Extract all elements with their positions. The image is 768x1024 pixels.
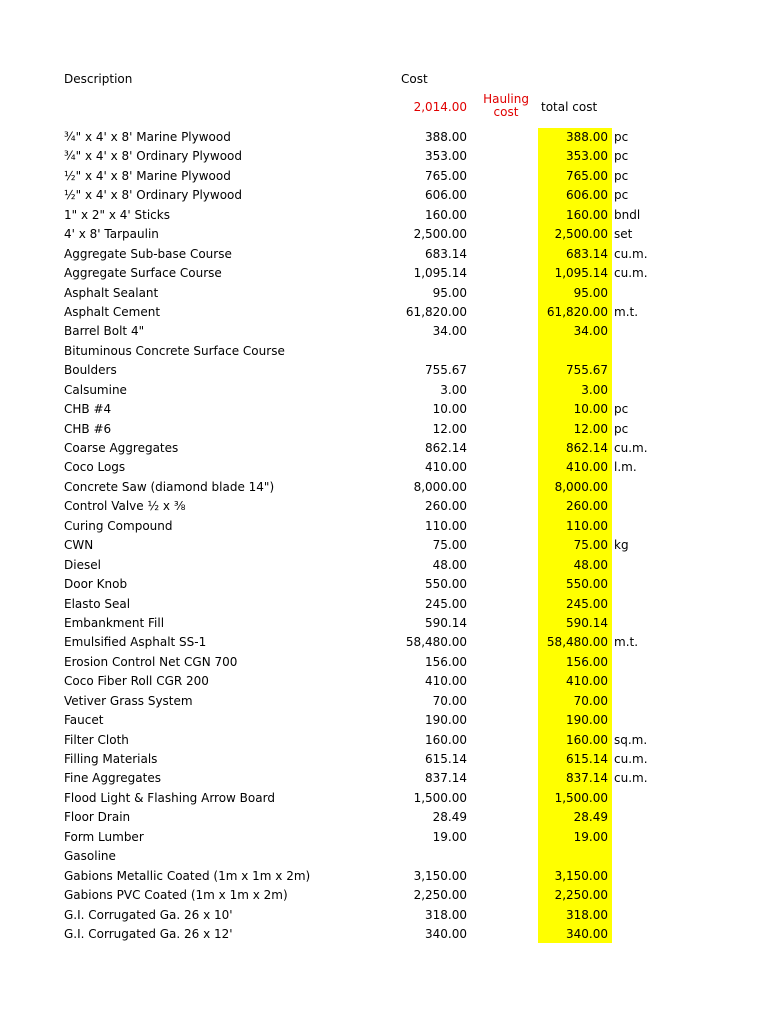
- table-row: [0, 711, 768, 730]
- row-total-cost: 765.00: [566, 168, 608, 183]
- row-total-cost: 10.00: [573, 402, 608, 417]
- row-description: Calsumine: [64, 382, 127, 397]
- table-row: [0, 536, 768, 555]
- row-description: Asphalt Cement: [64, 304, 161, 319]
- row-description: Coarse Aggregates: [64, 441, 179, 455]
- table-row: [0, 847, 768, 866]
- table-row: [0, 381, 768, 400]
- row-description: Aggregate Surface Course: [64, 266, 222, 281]
- row-unit: cu.m.: [614, 752, 648, 766]
- table-row: [0, 128, 768, 147]
- row-cost: 2,250.00: [413, 888, 467, 903]
- row-unit: pc: [614, 149, 629, 164]
- row-cost: 10.00: [432, 402, 467, 417]
- row-cost: 862.14: [425, 441, 467, 455]
- row-cost: 110.00: [425, 518, 467, 533]
- row-description: Concrete Saw (diamond blade 14"): [64, 479, 275, 494]
- table-row: [0, 439, 768, 458]
- row-description: Barrel Bolt 4": [64, 324, 145, 339]
- row-total-cost: 61,820.00: [546, 304, 608, 319]
- row-cost: 12.00: [432, 421, 467, 436]
- row-total-cost: 862.14: [566, 441, 608, 455]
- row-description: ½" x 4' x 8' Marine Plywood: [64, 168, 231, 183]
- row-total-cost: 3,150.00: [554, 868, 608, 883]
- row-unit: pc: [614, 402, 629, 417]
- hauling-cost-header: [478, 93, 534, 119]
- row-total-cost: 2,500.00: [554, 227, 608, 242]
- row-description: Gabions PVC Coated (1m x 1m x 2m): [64, 888, 288, 903]
- row-description: Embankment Fill: [64, 615, 165, 630]
- row-description: CWN: [64, 538, 94, 553]
- row-total-cost: 410.00: [566, 674, 608, 689]
- row-description: Form Lumber: [64, 829, 144, 844]
- row-description: Faucet: [64, 713, 104, 728]
- row-description: 1" x 2" x 4' Sticks: [64, 207, 170, 222]
- table-row: [0, 575, 768, 594]
- table-row: [0, 556, 768, 575]
- table-row: [0, 828, 768, 847]
- row-total-cost: 95.00: [573, 285, 608, 300]
- row-total-cost: 8,000.00: [554, 479, 608, 494]
- row-total-cost: 190.00: [566, 713, 608, 728]
- row-cost: 683.14: [425, 246, 467, 261]
- row-unit: cu.m.: [614, 266, 648, 281]
- row-total-cost: 410.00: [566, 460, 608, 475]
- table-row: [0, 478, 768, 497]
- row-description: Flood Light & Flashing Arrow Board: [64, 790, 275, 805]
- row-unit: pc: [614, 188, 629, 203]
- table-row: [0, 284, 768, 303]
- row-description: Vetiver Grass System: [64, 693, 193, 708]
- row-description: Control Valve ½ x ⅜: [64, 499, 186, 514]
- table-row: [0, 653, 768, 672]
- table-row: [0, 672, 768, 691]
- description-header: Description: [64, 72, 133, 86]
- row-cost: 353.00: [425, 149, 467, 164]
- row-description: Door Knob: [64, 577, 128, 592]
- row-cost: 318.00: [425, 907, 467, 922]
- row-description: 4' x 8' Tarpaulin: [64, 227, 159, 242]
- row-cost: 606.00: [425, 188, 467, 203]
- table-row: [0, 614, 768, 633]
- row-description: ¾" x 4' x 8' Ordinary Plywood: [64, 149, 243, 164]
- row-total-cost: 160.00: [566, 207, 608, 222]
- row-cost: 70.00: [432, 693, 467, 708]
- row-cost: 58,480.00: [405, 635, 467, 650]
- row-cost: 160.00: [425, 732, 467, 747]
- row-unit: set: [614, 227, 633, 242]
- table-row: [0, 595, 768, 614]
- table-row: [0, 147, 768, 166]
- row-description: CHB #6: [64, 421, 112, 436]
- table-row: [0, 303, 768, 322]
- table-row: [0, 886, 768, 905]
- row-total-cost: 615.14: [566, 752, 608, 766]
- row-description: CHB #4: [64, 402, 112, 417]
- row-cost: 190.00: [425, 713, 467, 728]
- row-total-cost: 58,480.00: [546, 635, 608, 650]
- row-total-cost: 260.00: [566, 499, 608, 514]
- row-total-cost: 590.14: [566, 615, 608, 630]
- row-description: Filter Cloth: [64, 732, 129, 747]
- row-unit: cu.m.: [614, 246, 648, 261]
- row-total-cost: 19.00: [573, 829, 608, 844]
- row-unit: pc: [614, 168, 629, 183]
- row-total-cost: 1,500.00: [554, 790, 608, 805]
- row-total-cost: 606.00: [566, 188, 608, 203]
- row-cost: 3,150.00: [413, 868, 467, 883]
- row-cost: 8,000.00: [413, 479, 467, 494]
- row-cost: 410.00: [425, 460, 467, 475]
- table-row: [0, 361, 768, 380]
- row-description: Coco Fiber Roll CGR 200: [64, 674, 209, 689]
- row-description: Floor Drain: [64, 810, 131, 825]
- row-cost: 615.14: [425, 752, 467, 766]
- table-row: [0, 731, 768, 750]
- row-cost: 410.00: [425, 674, 467, 689]
- table-row: [0, 322, 768, 341]
- table-row: [0, 420, 768, 439]
- row-total-cost: 34.00: [573, 324, 608, 339]
- table-row: [0, 867, 768, 886]
- row-description: G.I. Corrugated Ga. 26 x 12': [64, 926, 233, 941]
- row-total-cost: 388.00: [566, 130, 608, 144]
- table-row: [0, 497, 768, 516]
- row-cost: 260.00: [425, 499, 467, 514]
- row-description: Boulders: [64, 363, 117, 378]
- row-description: Bituminous Concrete Surface Course: [64, 343, 285, 358]
- row-total-cost: 683.14: [566, 246, 608, 261]
- row-total-cost: 755.67: [566, 363, 608, 378]
- row-total-cost: 160.00: [566, 732, 608, 747]
- row-unit: m.t.: [614, 304, 639, 319]
- table-row: [0, 925, 768, 944]
- table-row: [0, 245, 768, 264]
- row-cost: 48.00: [432, 557, 467, 572]
- row-unit: sq.m.: [614, 732, 648, 747]
- row-unit: cu.m.: [614, 441, 648, 455]
- row-total-cost: 340.00: [566, 926, 608, 941]
- material-rows: [0, 128, 768, 944]
- row-total-cost: 3.00: [581, 382, 608, 397]
- row-unit: bndl: [614, 207, 641, 222]
- row-description: Elasto Seal: [64, 596, 131, 611]
- hauling-header-line1: Hauling: [483, 92, 529, 106]
- row-description: ½" x 4' x 8' Ordinary Plywood: [64, 188, 243, 203]
- table-row: [0, 167, 768, 186]
- row-cost: 2,500.00: [413, 227, 467, 242]
- row-description: Emulsified Asphalt SS-1: [64, 635, 207, 650]
- row-description: Aggregate Sub-base Course: [64, 246, 232, 261]
- table-row: [0, 186, 768, 205]
- row-cost: 34.00: [432, 324, 467, 339]
- row-description: ¾" x 4' x 8' Marine Plywood: [64, 130, 231, 144]
- hauling-value: 2,014.00: [413, 100, 467, 114]
- table-row: [0, 750, 768, 769]
- table-row: [0, 342, 768, 361]
- row-total-cost: 48.00: [573, 557, 608, 572]
- row-total-cost: 1,095.14: [554, 266, 608, 281]
- row-cost: 1,095.14: [413, 266, 467, 281]
- table-row: [0, 906, 768, 925]
- hauling-header-line2: cost: [493, 105, 519, 119]
- table-row: [0, 206, 768, 225]
- row-cost: 19.00: [432, 829, 467, 844]
- row-description: Fine Aggregates: [64, 771, 161, 786]
- row-total-cost: 353.00: [566, 149, 608, 164]
- row-cost: 837.14: [425, 771, 467, 786]
- row-total-cost: 110.00: [566, 518, 608, 533]
- row-description: G.I. Corrugated Ga. 26 x 10': [64, 907, 233, 922]
- row-cost: 388.00: [425, 130, 467, 144]
- row-cost: 3.00: [440, 382, 467, 397]
- table-row: [0, 633, 768, 652]
- row-cost: 755.67: [425, 363, 467, 378]
- table-row: [0, 264, 768, 283]
- row-cost: 1,500.00: [413, 790, 467, 805]
- table-row: [0, 400, 768, 419]
- row-cost: 765.00: [425, 168, 467, 183]
- table-row: [0, 789, 768, 808]
- row-unit: pc: [614, 130, 629, 144]
- row-total-cost: 75.00: [573, 538, 608, 553]
- row-total-cost: 28.49: [573, 810, 608, 825]
- row-total-cost: 12.00: [573, 421, 608, 436]
- row-total-cost: 70.00: [573, 693, 608, 708]
- row-total-cost: 318.00: [566, 907, 608, 922]
- row-total-cost: 245.00: [566, 596, 608, 611]
- row-cost: 160.00: [425, 207, 467, 222]
- table-row: [0, 692, 768, 711]
- row-total-cost: 156.00: [566, 654, 608, 669]
- row-unit: l.m.: [614, 460, 637, 475]
- table-row: [0, 458, 768, 477]
- row-cost: 156.00: [425, 654, 467, 669]
- row-cost: 95.00: [432, 285, 467, 300]
- row-cost: 245.00: [425, 596, 467, 611]
- row-description: Curing Compound: [64, 518, 173, 533]
- row-unit: m.t.: [614, 635, 639, 650]
- table-row: [0, 808, 768, 827]
- cost-header: Cost: [401, 72, 428, 86]
- row-total-cost: 550.00: [566, 577, 608, 592]
- table-row: [0, 225, 768, 244]
- row-description: Gasoline: [64, 849, 116, 864]
- table-row: [0, 769, 768, 788]
- row-description: Asphalt Sealant: [64, 285, 159, 300]
- row-description: Filling Materials: [64, 752, 158, 766]
- row-cost: 550.00: [425, 577, 467, 592]
- row-description: Coco Logs: [64, 460, 126, 475]
- row-unit: cu.m.: [614, 771, 648, 786]
- row-cost: 28.49: [432, 810, 467, 825]
- total-cost-header: total cost: [541, 100, 598, 114]
- row-description: Diesel: [64, 557, 101, 572]
- row-cost: 75.00: [432, 538, 467, 553]
- row-description: Erosion Control Net CGN 700: [64, 654, 238, 669]
- table-row: [0, 517, 768, 536]
- row-cost: 61,820.00: [405, 304, 467, 319]
- row-unit: kg: [614, 538, 629, 553]
- row-cost: 340.00: [425, 926, 467, 941]
- row-description: Gabions Metallic Coated (1m x 1m x 2m): [64, 868, 311, 883]
- row-cost: 590.14: [425, 615, 467, 630]
- row-total-cost: 837.14: [566, 771, 608, 786]
- row-total-cost: 2,250.00: [554, 888, 608, 903]
- row-unit: pc: [614, 421, 629, 436]
